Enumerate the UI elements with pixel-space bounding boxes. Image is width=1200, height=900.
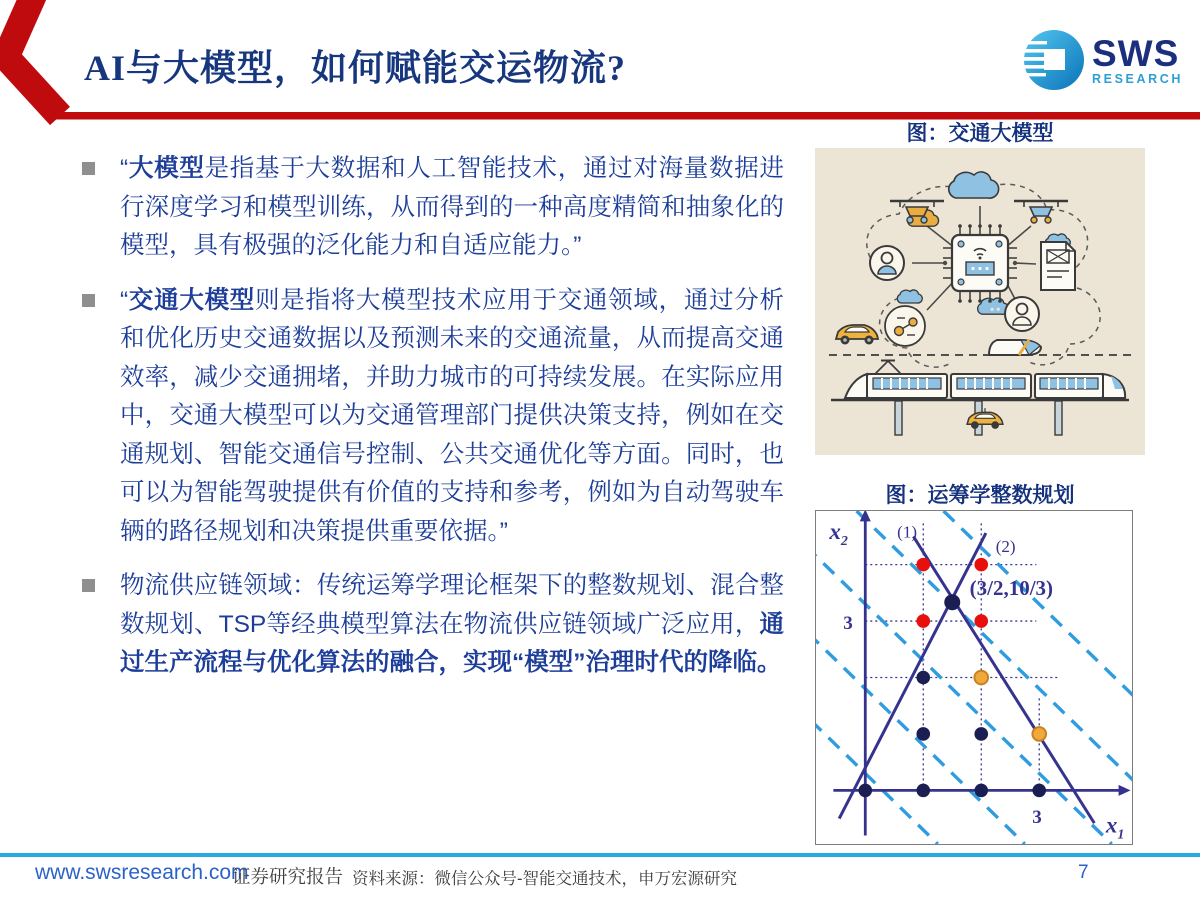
- document-icon: [1041, 242, 1075, 290]
- svg-text:x2: $x_2$: [829, 519, 848, 550]
- footer-divider: [0, 853, 1200, 857]
- page-title: AI与大模型，如何赋能交运物流?: [84, 48, 627, 88]
- footer-source-note: 资料来源：微信公众号-智能交通技术，申万宏源研究: [352, 870, 737, 888]
- user-icon: [870, 246, 904, 280]
- svg-text:(1): (1): [897, 522, 918, 542]
- bullet-marker-icon: [82, 294, 95, 307]
- logo-wordmark: SWS: [1092, 32, 1180, 74]
- bullet-item: “大模型是指基于大数据和人工智能技术，通过对海量数据进行深度学习和模型训练，从而得到的一种高度精简和抽象化的模型，具有极强的泛化能力和自适应能力。”: [80, 150, 784, 266]
- molecule-icon: [885, 306, 925, 346]
- logo-subtext: RESEARCH: [1092, 71, 1183, 86]
- bullet-item: 物流供应链领域：传统运筹学理论框架下的整数规划、混合整数规划、TSP等经典模型算法在物流供应链领域广泛应用，通过生产流程与优化算法的融合，实现“模型”治理时代的降临。: [80, 567, 784, 683]
- svg-text:x1: $x_1$: [1105, 812, 1125, 843]
- figure2-integer-programming-chart: [815, 510, 1133, 845]
- bullet-item: “交通大模型则是指将大模型技术应用于交通领域，通过分析和优化历史交通数据以及预测未来的交通流量，从而提高交通效率，减少交通拥堵，并助力城市的可持续发展。在实际应用中，交通大模型可以为交通管理部门提供决策支持，例如在交通规划、智能交通信号控制、公共交通优化等方面。同时，也可以为智能驾驶提供有价值的支持和参考，例如为自动驾驶车辆的路径规划和决策提供重要依据。”: [80, 282, 784, 552]
- svg-text:3: 3: [1032, 807, 1042, 829]
- figure1-traffic-model: [815, 148, 1145, 455]
- sws-logo-icon: [1020, 27, 1086, 93]
- svg-text:3: 3: [843, 612, 853, 634]
- footer-report-type: 证券研究报告: [232, 866, 344, 887]
- integer-programming-plot: [816, 511, 1132, 844]
- svg-text:(2): (2): [995, 537, 1016, 557]
- bullet-list: [80, 150, 784, 699]
- footer-website-link[interactable]: www.swsresearch.com: [35, 861, 249, 884]
- figure1-caption: 图：交通大模型: [906, 122, 1054, 145]
- footer-page-number: 7: [1078, 862, 1089, 883]
- traffic-model-illustration: [815, 148, 1145, 455]
- svg-text:(3/2,10/3): (3/2,10/3): [969, 576, 1054, 601]
- bullet-marker-icon: [82, 579, 95, 592]
- sws-logo: [1020, 24, 1190, 96]
- high-speed-train-icon: [989, 340, 1041, 355]
- figure2-caption: 图：运筹学整数规划: [885, 484, 1075, 507]
- user-icon: [1005, 297, 1039, 331]
- bullet-marker-icon: [82, 162, 95, 175]
